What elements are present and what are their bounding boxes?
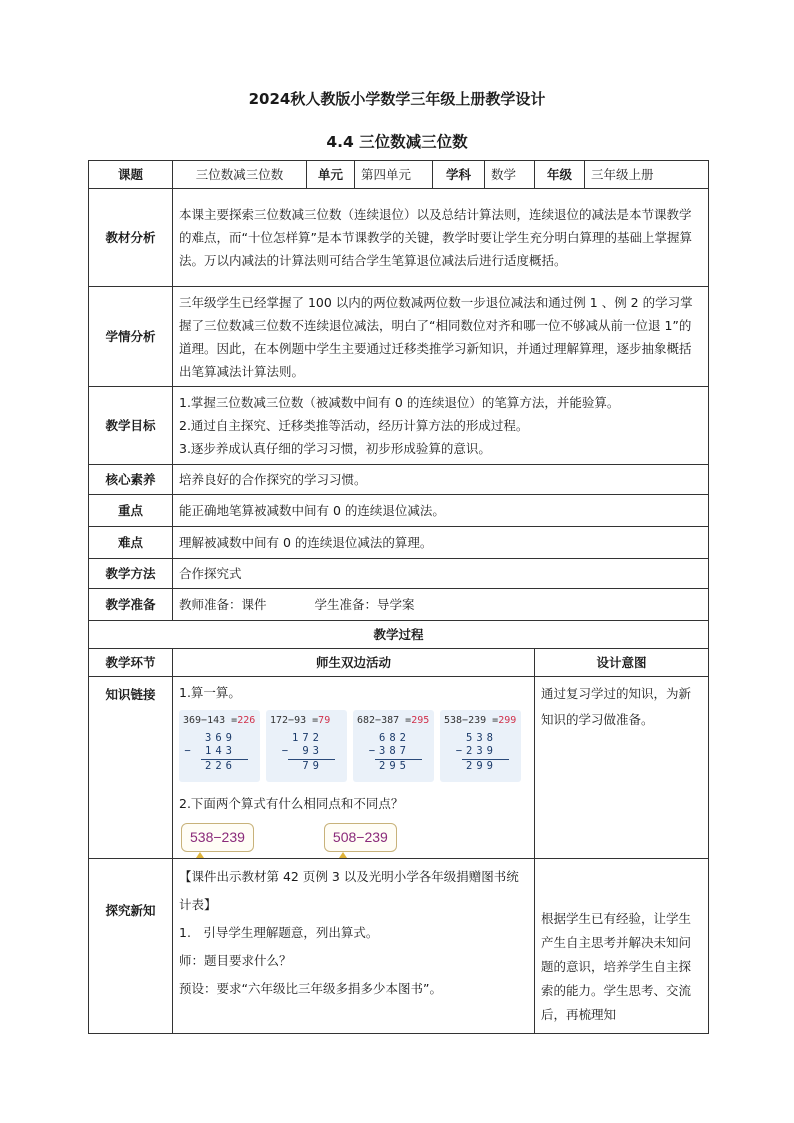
goal-item: 1.掌握三位数减三位数（被减数中间有 0 的连续退位）的笔算方法，并能验算。	[179, 395, 620, 410]
goals-label: 教学目标	[89, 387, 173, 465]
col-intent: 设计意图	[535, 649, 709, 677]
topic-label: 课题	[89, 161, 173, 189]
textbook-text: 本课主要探索三位数减三位数（连续退位）以及总结计算法则，连续退位的减法是本节课教学的难点，而“十位怎样算”是本节课教学的关键，教学时要让学生充分明白算理的基础上掌握算法。万以内减法的计算法则可结合学生笔算退位减法后进行适度概括。	[173, 189, 709, 287]
calc-card: 538−239 =299 538 −239 299	[440, 710, 521, 782]
difficulty-row	[89, 527, 709, 559]
goals-row	[89, 387, 709, 465]
prep-teacher: 教师准备：课件	[179, 597, 267, 612]
goal-item: 3.逐步养成认真仔细的学习习惯，初步形成验算的意识。	[179, 441, 491, 456]
link-question-2: 2.下面两个算式有什么相同点和不同点？	[179, 796, 404, 811]
goal-item: 2.通过自主探究、迁移类推等活动，经历计算方法的形成过程。	[179, 418, 529, 433]
core-text: 培养良好的合作探究的学习习惯。	[173, 465, 709, 495]
explore-paragraph: 师：题目要求什么？	[179, 953, 292, 968]
process-columns-row	[89, 649, 709, 677]
goals-list	[173, 387, 709, 465]
link-question-1: 1.算一算。	[179, 685, 241, 700]
explore-label: 探究新知	[89, 859, 173, 1034]
process-heading: 教学过程	[89, 621, 709, 649]
key-label: 重点	[89, 495, 173, 527]
expression-pill: 508−239	[324, 823, 397, 852]
textbook-label: 教材分析	[89, 189, 173, 287]
textbook-row	[89, 189, 709, 287]
prep-student: 学生准备：导学案	[314, 597, 415, 612]
grade-label: 年级	[535, 161, 585, 189]
link-row	[89, 677, 709, 859]
subject-value: 数学	[485, 161, 535, 189]
explore-paragraph: 预设：要求“六年级比三年级多捐多少本图书”。	[179, 981, 442, 996]
students-text: 三年级学生已经掌握了 100 以内的两位数减两位数一步退位减法和通过例 1 、例 2 的学习掌握了三位数减三位数不连续退位减法，明白了“相同数位对齐和哪一位不够减从前一位退 1”的道理。因此，在本例题中学生主要通过迁移类推学习新知识，并通过理解算理，逐步抽象概括出笔算减法计算法则。	[173, 287, 709, 387]
prep-text	[173, 589, 709, 621]
students-label: 学情分析	[89, 287, 173, 387]
key-text: 能正确地笔算被减数中间有 0 的连续退位减法。	[173, 495, 709, 527]
process-heading-row	[89, 621, 709, 649]
difficulty-label: 难点	[89, 527, 173, 559]
prep-row	[89, 589, 709, 621]
link-activity	[173, 677, 535, 859]
core-label: 核心素养	[89, 465, 173, 495]
topic-value: 三位数减三位数	[173, 161, 307, 189]
lesson-plan-table	[88, 160, 709, 1034]
explore-row	[89, 859, 709, 1034]
unit-value: 第四单元	[355, 161, 433, 189]
header-row	[89, 161, 709, 189]
students-row	[89, 287, 709, 387]
explore-paragraph: 1. 引导学生理解题意，列出算式。	[179, 925, 379, 940]
explore-activity	[173, 859, 535, 1034]
expression-pill: 538−239	[181, 823, 254, 852]
link-intent: 通过复习学过的知识，为新知识的学习做准备。	[535, 677, 709, 859]
explore-intent: 根据学生已有经验，让学生产生自主思考并解决未知问题的意识，培养学生自主探索的能力。学生思考、交流后，再梳理知	[535, 859, 709, 1034]
col-activity: 师生双边活动	[173, 649, 535, 677]
calc-cards	[179, 710, 528, 782]
compare-pills	[181, 823, 528, 852]
prep-label: 教学准备	[89, 589, 173, 621]
grade-value: 三年级上册	[585, 161, 709, 189]
unit-label: 单元	[307, 161, 355, 189]
core-row	[89, 465, 709, 495]
method-row	[89, 559, 709, 589]
key-row	[89, 495, 709, 527]
subject-label: 学科	[433, 161, 485, 189]
explore-paragraph: 【课件出示教材第 42 页例 3 以及光明小学各年级捐赠图书统计表】	[179, 869, 519, 912]
calc-card: 682−387 =295 682 −387 295	[353, 710, 434, 782]
col-stage: 教学环节	[89, 649, 173, 677]
method-text: 合作探究式	[173, 559, 709, 589]
lesson-title: 4.4 三位数减三位数	[326, 133, 468, 151]
link-label: 知识链接	[89, 677, 173, 859]
calc-card: 369−143 =226 369 − 143 226	[179, 710, 260, 782]
calc-card: 172−93 =79 172 − 93 79	[266, 710, 347, 782]
difficulty-text: 理解被减数中间有 0 的连续退位减法的算理。	[173, 527, 709, 559]
document-title: 2024秋人教版小学数学三年级上册教学设计	[248, 90, 546, 108]
method-label: 教学方法	[89, 559, 173, 589]
